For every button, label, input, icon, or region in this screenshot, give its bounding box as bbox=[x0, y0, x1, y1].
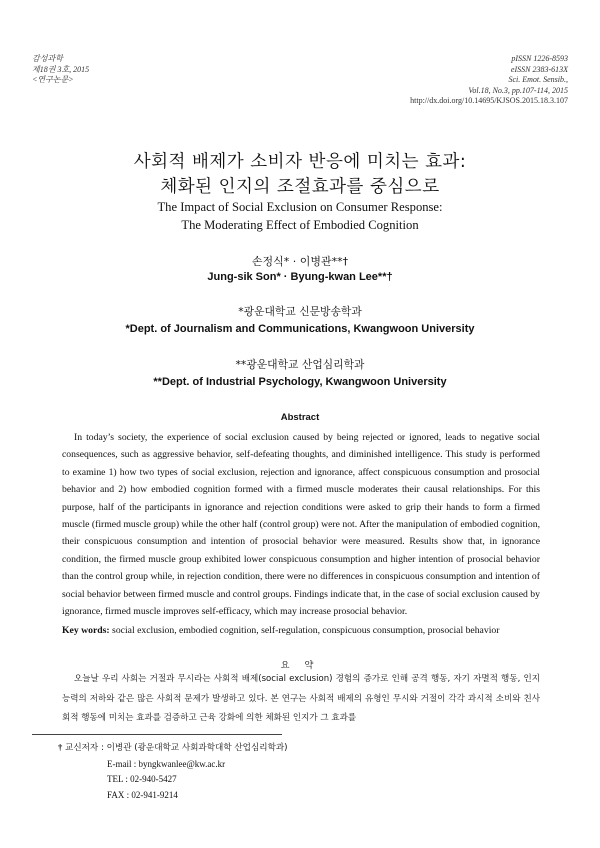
footnote-fax: FAX : 02-941-9214 bbox=[107, 790, 178, 801]
journal-header-right bbox=[410, 54, 568, 107]
dagger-mark: † bbox=[58, 742, 63, 752]
journal-name-korean: 감성과학 bbox=[32, 54, 63, 63]
eissn: eISSN 2383-613X bbox=[510, 64, 568, 74]
korean-summary-body: 오늘날 우리 사회는 거절과 무시라는 사회적 배제(social exclusion) 경험의 증가로 인해 공격 행동, 자기 자멸적 행동, 인지 능력의 저하와 같은 많은 사회적 문제가 발생하고 있다. 본 연구는 사회적 배제의 유형인 무시와 거절이 각각 과시적 소비와 친사회적 행동에 미치는 효과를 검증하고 근육 강화에 의한 체화된 인지가 그 효과를 bbox=[62, 674, 540, 723]
pissn: pISSN 1226-8593 bbox=[511, 54, 568, 63]
keywords bbox=[62, 625, 540, 636]
korean-summary-heading: 요 약 bbox=[280, 660, 320, 671]
footnote-tel: TEL : 02-940-5427 bbox=[107, 774, 177, 785]
abstract-body: In today’s society, the experience of social exclusion caused by being rejected or ignored, leads to negative social consequences, such as aggressive behavior, self-defeating thoughts, and diminished intelligence. This study is performed to examine 1) how two types of social exclusion, rejection and ignorance, affect conspicuous consumption and prosocial behavior and 2) how embodied cognition formed with a firmed muscle moderates their causal relationships. For this purpose, half of the participants in ignorance and rejection conditions were asked to grip their hands to form a firmed muscle (firmed muscle group) while the other half (control group) were not. After the manipulation of embodied cognition, their conspicuous consumption and intention of prosocial behavior were measured. Results show that, in ignorance condition, the firmed muscle group exhibited lower conspicuous consumption and higher intention of prosocial behavior than the control group while, in rejection condition, there were no differences in conspicuous consumption and intention of social behavior between firmed muscle and control groups. Findings indicate that, in the case of social exclusion caused by ignorance, firmed muscle improves self-efficacy, which may increase prosocial behavior. bbox=[62, 432, 540, 618]
journal-volume-korean: 제18권 3호, 2015 bbox=[32, 64, 90, 74]
title-korean-line1: 사회적 배제가 소비자 반응에 미치는 효과: bbox=[133, 152, 467, 172]
volume-pages: Vol.18, No.3, pp.107-114, 2015 bbox=[468, 85, 568, 95]
corresponding-author-text: 교신저자 : 이병관 (광운대학교 사회과학대학 산업심리학과) bbox=[65, 743, 288, 753]
affiliation1-korean: *광운대학교 신문방송학과 bbox=[238, 305, 362, 318]
article-type: <연구논문> bbox=[32, 75, 74, 85]
footnote-email: E-mail : byngkwanlee@kw.ac.kr bbox=[107, 758, 226, 769]
doi-link[interactable]: http://dx.doi.org/10.14695/KJSOS.2015.18.3.107 bbox=[410, 96, 568, 106]
affiliation1-english: *Dept. of Journalism and Communications, Kwangwoon University bbox=[125, 323, 475, 335]
title-english-line2: The Moderating Effect of Embodied Cognition bbox=[181, 218, 419, 232]
title-english-line1: The Impact of Social Exclusion on Consumer Response: bbox=[157, 200, 443, 214]
keywords-list: social exclusion, embodied cognition, self-regulation, conspicuous consumption, prosocial behavior bbox=[112, 625, 500, 636]
authors-korean: 손정식* · 이병관**† bbox=[251, 255, 349, 268]
affiliation2-english: **Dept. of Industrial Psychology, Kwangwoon University bbox=[153, 376, 447, 388]
footnote-divider bbox=[32, 734, 282, 735]
abstract-heading: Abstract bbox=[280, 412, 320, 423]
authors-english: Jung-sik Son* · Byung-kwan Lee**† bbox=[207, 271, 393, 283]
title-korean-line2: 체화된 인지의 조절효과를 중심으로 bbox=[160, 177, 440, 197]
journal-header-left bbox=[32, 54, 89, 86]
keywords-label: Key words: bbox=[62, 625, 110, 636]
corresponding-author bbox=[58, 740, 288, 757]
footnote bbox=[58, 740, 288, 804]
journal-abbrev: Sci. Emot. Sensib., bbox=[508, 75, 568, 85]
affiliation2-korean: **광운대학교 산업심리학과 bbox=[235, 358, 365, 371]
